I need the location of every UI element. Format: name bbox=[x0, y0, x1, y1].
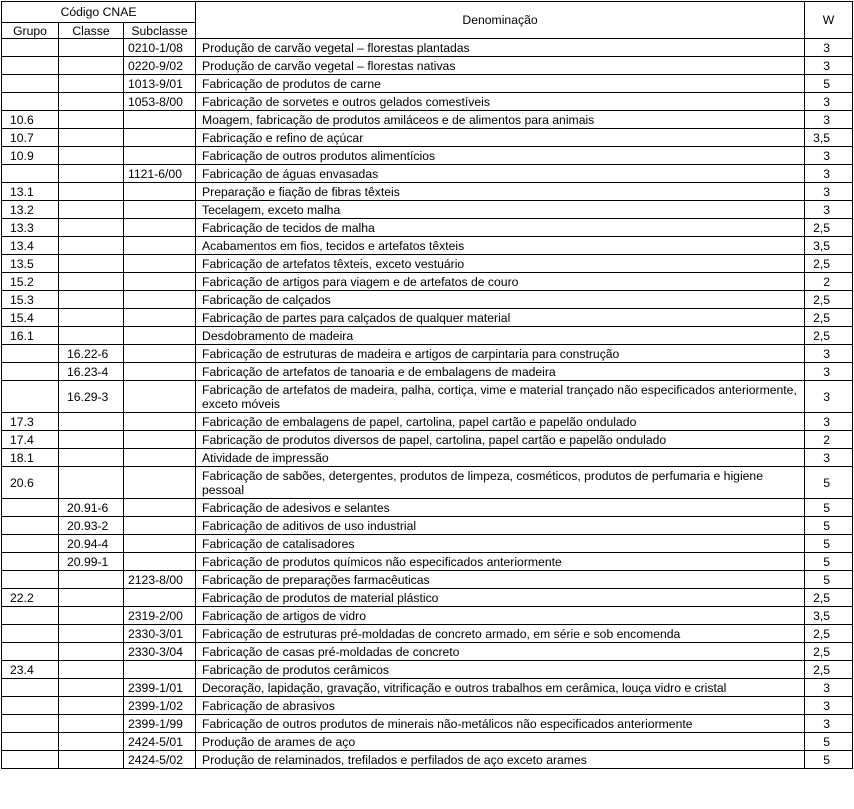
table-row bbox=[2, 345, 853, 363]
classe-cell: 20.99-1 bbox=[59, 553, 124, 571]
grupo-cell: 17.3 bbox=[2, 413, 59, 431]
grupo-cell bbox=[2, 697, 59, 715]
denominacao-cell: Fabricação de outros produtos alimentícios bbox=[196, 147, 805, 165]
subclasse-cell bbox=[124, 517, 196, 535]
grupo-cell: 10.7 bbox=[2, 129, 59, 147]
grupo-cell: 10.9 bbox=[2, 147, 59, 165]
table-row bbox=[2, 237, 853, 255]
w-cell: 3,5 bbox=[805, 129, 853, 147]
classe-cell bbox=[59, 715, 124, 733]
grupo-cell bbox=[2, 553, 59, 571]
subclasse-cell: 0220-9/02 bbox=[124, 57, 196, 75]
denominacao-cell: Fabricação de adesivos e selantes bbox=[196, 499, 805, 517]
table-row bbox=[2, 39, 853, 57]
grupo-cell bbox=[2, 535, 59, 553]
subclasse-cell bbox=[124, 589, 196, 607]
subclasse-cell bbox=[124, 381, 196, 413]
subclasse-cell bbox=[124, 111, 196, 129]
denominacao-cell: Fabricação de sabões, detergentes, produtos de limpeza, cosméticos, produtos de perfumaria e higiene pessoal bbox=[196, 467, 805, 499]
classe-cell bbox=[59, 255, 124, 273]
subclasse-cell: 1013-9/01 bbox=[124, 75, 196, 93]
subclasse-cell bbox=[124, 309, 196, 327]
denominacao-cell: Fabricação de tecidos de malha bbox=[196, 219, 805, 237]
table-row bbox=[2, 381, 853, 413]
classe-cell bbox=[59, 449, 124, 467]
grupo-cell: 16.1 bbox=[2, 327, 59, 345]
grupo-cell bbox=[2, 499, 59, 517]
grupo-cell bbox=[2, 715, 59, 733]
grupo-cell: 15.4 bbox=[2, 309, 59, 327]
classe-cell bbox=[59, 327, 124, 345]
table-row bbox=[2, 661, 853, 679]
denominacao-cell: Acabamentos em fios, tecidos e artefatos têxteis bbox=[196, 237, 805, 255]
subclasse-cell bbox=[124, 535, 196, 553]
denominacao-cell: Fabricação de artefatos de madeira, palha, cortiça, vime e material trançado não especificados anteriormente, exceto móveis bbox=[196, 381, 805, 413]
classe-cell bbox=[59, 431, 124, 449]
classe-cell bbox=[59, 589, 124, 607]
classe-cell bbox=[59, 165, 124, 183]
denominacao-cell: Fabricação de preparações farmacêuticas bbox=[196, 571, 805, 589]
classe-cell bbox=[59, 607, 124, 625]
table-row bbox=[2, 449, 853, 467]
w-cell: 3 bbox=[805, 111, 853, 129]
w-cell: 3 bbox=[805, 39, 853, 57]
grupo-cell bbox=[2, 733, 59, 751]
table-row bbox=[2, 273, 853, 291]
subclasse-cell bbox=[124, 183, 196, 201]
denominacao-cell: Fabricação de aditivos de uso industrial bbox=[196, 517, 805, 535]
table-row bbox=[2, 363, 853, 381]
w-cell: 2,5 bbox=[805, 309, 853, 327]
denominacao-cell: Fabricação de produtos de material plástico bbox=[196, 589, 805, 607]
classe-cell bbox=[59, 201, 124, 219]
grupo-cell bbox=[2, 39, 59, 57]
w-cell: 2,5 bbox=[805, 643, 853, 661]
grupo-cell bbox=[2, 643, 59, 661]
w-cell: 2 bbox=[805, 431, 853, 449]
classe-cell: 16.29-3 bbox=[59, 381, 124, 413]
grupo-cell: 10.6 bbox=[2, 111, 59, 129]
table-row bbox=[2, 751, 853, 769]
classe-cell bbox=[59, 413, 124, 431]
classe-cell bbox=[59, 309, 124, 327]
classe-cell bbox=[59, 75, 124, 93]
classe-cell bbox=[59, 147, 124, 165]
classe-cell bbox=[59, 237, 124, 255]
table-header bbox=[2, 2, 853, 39]
classe-cell bbox=[59, 111, 124, 129]
w-cell: 2,5 bbox=[805, 255, 853, 273]
table-row bbox=[2, 517, 853, 535]
table-row bbox=[2, 431, 853, 449]
w-cell: 3,5 bbox=[805, 237, 853, 255]
subclasse-cell: 0210-1/08 bbox=[124, 39, 196, 57]
denominacao-cell: Fabricação de artigos de vidro bbox=[196, 607, 805, 625]
w-cell: 2 bbox=[805, 273, 853, 291]
denominacao-cell: Fabricação de produtos cerâmicos bbox=[196, 661, 805, 679]
grupo-cell: 15.3 bbox=[2, 291, 59, 309]
subclasse-cell: 2399-1/99 bbox=[124, 715, 196, 733]
subclasse-cell bbox=[124, 661, 196, 679]
w-cell: 2,5 bbox=[805, 291, 853, 309]
w-cell: 3 bbox=[805, 413, 853, 431]
w-cell: 5 bbox=[805, 517, 853, 535]
table-row bbox=[2, 499, 853, 517]
grupo-cell: 13.1 bbox=[2, 183, 59, 201]
classe-cell: 16.22-6 bbox=[59, 345, 124, 363]
w-cell: 3 bbox=[805, 57, 853, 75]
grupo-cell: 13.5 bbox=[2, 255, 59, 273]
denominacao-cell: Produção de relaminados, trefilados e perfilados de aço exceto arames bbox=[196, 751, 805, 769]
classe-cell bbox=[59, 129, 124, 147]
grupo-cell bbox=[2, 345, 59, 363]
subclasse-cell bbox=[124, 363, 196, 381]
subclasse-cell bbox=[124, 431, 196, 449]
subclasse-cell: 1121-6/00 bbox=[124, 165, 196, 183]
denominacao-cell: Fabricação de artefatos têxteis, exceto vestuário bbox=[196, 255, 805, 273]
classe-cell bbox=[59, 467, 124, 499]
w-cell: 2,5 bbox=[805, 219, 853, 237]
cnae-table bbox=[1, 1, 853, 769]
grupo-cell bbox=[2, 571, 59, 589]
subclasse-cell: 2424-5/02 bbox=[124, 751, 196, 769]
w-cell: 3 bbox=[805, 715, 853, 733]
subclasse-cell bbox=[124, 499, 196, 517]
denominacao-cell: Fabricação de casas pré-moldadas de concreto bbox=[196, 643, 805, 661]
w-cell: 3 bbox=[805, 345, 853, 363]
w-cell: 5 bbox=[805, 733, 853, 751]
table-row bbox=[2, 309, 853, 327]
w-cell: 5 bbox=[805, 499, 853, 517]
classe-cell: 20.93-2 bbox=[59, 517, 124, 535]
table-row bbox=[2, 219, 853, 237]
w-cell: 2,5 bbox=[805, 661, 853, 679]
grupo-cell: 20.6 bbox=[2, 467, 59, 499]
classe-cell: 20.94-4 bbox=[59, 535, 124, 553]
subclasse-cell bbox=[124, 129, 196, 147]
denominacao-cell: Fabricação de estruturas pré-moldadas de concreto armado, em série e sob encomenda bbox=[196, 625, 805, 643]
denominacao-cell: Preparação e fiação de fibras têxteis bbox=[196, 183, 805, 201]
classe-cell bbox=[59, 571, 124, 589]
table-row bbox=[2, 201, 853, 219]
grupo-cell: 13.4 bbox=[2, 237, 59, 255]
w-cell: 3 bbox=[805, 363, 853, 381]
classe-cell bbox=[59, 273, 124, 291]
classe-cell bbox=[59, 661, 124, 679]
codigo-cnae-header: Código CNAE bbox=[2, 2, 196, 23]
grupo-cell bbox=[2, 381, 59, 413]
denominacao-cell: Fabricação de abrasivos bbox=[196, 697, 805, 715]
grupo-cell bbox=[2, 517, 59, 535]
denominacao-cell: Fabricação de produtos de carne bbox=[196, 75, 805, 93]
table-row bbox=[2, 413, 853, 431]
w-cell: 3 bbox=[805, 93, 853, 111]
grupo-cell: 13.2 bbox=[2, 201, 59, 219]
denominacao-cell: Atividade de impressão bbox=[196, 449, 805, 467]
w-cell: 2,5 bbox=[805, 625, 853, 643]
classe-cell bbox=[59, 697, 124, 715]
classe-cell: 16.23-4 bbox=[59, 363, 124, 381]
w-cell: 3 bbox=[805, 147, 853, 165]
denominacao-cell: Fabricação e refino de açúcar bbox=[196, 129, 805, 147]
w-cell: 3 bbox=[805, 165, 853, 183]
denominacao-cell: Fabricação de produtos químicos não especificados anteriormente bbox=[196, 553, 805, 571]
classe-cell bbox=[59, 39, 124, 57]
denominacao-cell: Fabricação de estruturas de madeira e artigos de carpintaria para construção bbox=[196, 345, 805, 363]
denominacao-cell: Fabricação de águas envasadas bbox=[196, 165, 805, 183]
table-body bbox=[2, 39, 853, 769]
grupo-cell: 13.3 bbox=[2, 219, 59, 237]
subclasse-cell bbox=[124, 201, 196, 219]
subclasse-cell: 2330-3/04 bbox=[124, 643, 196, 661]
denominacao-header: Denominação bbox=[196, 2, 805, 39]
classe-cell bbox=[59, 643, 124, 661]
grupo-header: Grupo bbox=[2, 23, 59, 39]
table-row bbox=[2, 291, 853, 309]
subclasse-cell bbox=[124, 345, 196, 363]
table-row bbox=[2, 571, 853, 589]
table-row bbox=[2, 147, 853, 165]
table-row bbox=[2, 697, 853, 715]
grupo-cell bbox=[2, 93, 59, 111]
table-row bbox=[2, 57, 853, 75]
grupo-cell: 17.4 bbox=[2, 431, 59, 449]
table-row bbox=[2, 625, 853, 643]
w-cell: 5 bbox=[805, 751, 853, 769]
subclasse-cell bbox=[124, 147, 196, 165]
grupo-cell bbox=[2, 625, 59, 643]
w-cell: 3 bbox=[805, 381, 853, 413]
w-cell: 5 bbox=[805, 467, 853, 499]
table-row bbox=[2, 467, 853, 499]
grupo-cell bbox=[2, 165, 59, 183]
w-cell: 2,5 bbox=[805, 327, 853, 345]
table-row bbox=[2, 111, 853, 129]
classe-cell bbox=[59, 733, 124, 751]
grupo-cell bbox=[2, 679, 59, 697]
table-row bbox=[2, 553, 853, 571]
classe-cell bbox=[59, 679, 124, 697]
table-row bbox=[2, 535, 853, 553]
w-cell: 2,5 bbox=[805, 589, 853, 607]
grupo-cell bbox=[2, 751, 59, 769]
denominacao-cell: Fabricação de calçados bbox=[196, 291, 805, 309]
denominacao-cell: Fabricação de outros produtos de minerais não-metálicos não especificados anteriormente bbox=[196, 715, 805, 733]
w-cell: 3 bbox=[805, 201, 853, 219]
subclasse-cell: 2399-1/02 bbox=[124, 697, 196, 715]
subclasse-header: Subclasse bbox=[124, 23, 196, 39]
classe-cell bbox=[59, 93, 124, 111]
table-row bbox=[2, 733, 853, 751]
denominacao-cell: Fabricação de sorvetes e outros gelados comestíveis bbox=[196, 93, 805, 111]
denominacao-cell: Fabricação de artefatos de tanoaria e de embalagens de madeira bbox=[196, 363, 805, 381]
table-row bbox=[2, 643, 853, 661]
denominacao-cell: Fabricação de embalagens de papel, cartolina, papel cartão e papelão ondulado bbox=[196, 413, 805, 431]
classe-cell bbox=[59, 183, 124, 201]
subclasse-cell bbox=[124, 273, 196, 291]
subclasse-cell: 2424-5/01 bbox=[124, 733, 196, 751]
w-cell: 3 bbox=[805, 679, 853, 697]
denominacao-cell: Fabricação de produtos diversos de papel, cartolina, papel cartão e papelão ondulado bbox=[196, 431, 805, 449]
grupo-cell bbox=[2, 607, 59, 625]
w-header: W bbox=[805, 2, 853, 39]
classe-cell bbox=[59, 291, 124, 309]
w-cell: 5 bbox=[805, 571, 853, 589]
denominacao-cell: Tecelagem, exceto malha bbox=[196, 201, 805, 219]
grupo-cell bbox=[2, 363, 59, 381]
subclasse-cell: 2330-3/01 bbox=[124, 625, 196, 643]
table-row bbox=[2, 93, 853, 111]
subclasse-cell bbox=[124, 449, 196, 467]
grupo-cell: 22.2 bbox=[2, 589, 59, 607]
table-row bbox=[2, 75, 853, 93]
denominacao-cell: Fabricação de catalisadores bbox=[196, 535, 805, 553]
denominacao-cell: Moagem, fabricação de produtos amiláceos e de alimentos para animais bbox=[196, 111, 805, 129]
table-row bbox=[2, 183, 853, 201]
table-row bbox=[2, 327, 853, 345]
denominacao-cell: Produção de carvão vegetal – florestas nativas bbox=[196, 57, 805, 75]
classe-header: Classe bbox=[59, 23, 124, 39]
denominacao-cell: Fabricação de partes para calçados de qualquer material bbox=[196, 309, 805, 327]
subclasse-cell: 2319-2/00 bbox=[124, 607, 196, 625]
grupo-cell: 15.2 bbox=[2, 273, 59, 291]
subclasse-cell: 2123-8/00 bbox=[124, 571, 196, 589]
denominacao-cell: Produção de carvão vegetal – florestas plantadas bbox=[196, 39, 805, 57]
denominacao-cell: Decoração, lapidação, gravação, vitrificação e outros trabalhos em cerâmica, louça vidro e cristal bbox=[196, 679, 805, 697]
classe-cell bbox=[59, 57, 124, 75]
w-cell: 5 bbox=[805, 535, 853, 553]
subclasse-cell: 1053-8/00 bbox=[124, 93, 196, 111]
classe-cell bbox=[59, 219, 124, 237]
w-cell: 3 bbox=[805, 449, 853, 467]
subclasse-cell bbox=[124, 553, 196, 571]
subclasse-cell: 2399-1/01 bbox=[124, 679, 196, 697]
table-row bbox=[2, 607, 853, 625]
grupo-cell: 23.4 bbox=[2, 661, 59, 679]
w-cell: 5 bbox=[805, 75, 853, 93]
classe-cell bbox=[59, 625, 124, 643]
table-row bbox=[2, 255, 853, 273]
subclasse-cell bbox=[124, 237, 196, 255]
subclasse-cell bbox=[124, 327, 196, 345]
subclasse-cell bbox=[124, 291, 196, 309]
subclasse-cell bbox=[124, 255, 196, 273]
classe-cell: 20.91-6 bbox=[59, 499, 124, 517]
table-row bbox=[2, 129, 853, 147]
w-cell: 5 bbox=[805, 553, 853, 571]
table-row bbox=[2, 165, 853, 183]
subclasse-cell bbox=[124, 467, 196, 499]
classe-cell bbox=[59, 751, 124, 769]
table-row bbox=[2, 589, 853, 607]
w-cell: 3 bbox=[805, 697, 853, 715]
denominacao-cell: Desdobramento de madeira bbox=[196, 327, 805, 345]
w-cell: 3 bbox=[805, 183, 853, 201]
table-row bbox=[2, 715, 853, 733]
subclasse-cell bbox=[124, 219, 196, 237]
denominacao-cell: Fabricação de artigos para viagem e de artefatos de couro bbox=[196, 273, 805, 291]
denominacao-cell: Produção de arames de aço bbox=[196, 733, 805, 751]
w-cell: 3,5 bbox=[805, 607, 853, 625]
grupo-cell: 18.1 bbox=[2, 449, 59, 467]
subclasse-cell bbox=[124, 413, 196, 431]
table-row bbox=[2, 679, 853, 697]
grupo-cell bbox=[2, 57, 59, 75]
grupo-cell bbox=[2, 75, 59, 93]
